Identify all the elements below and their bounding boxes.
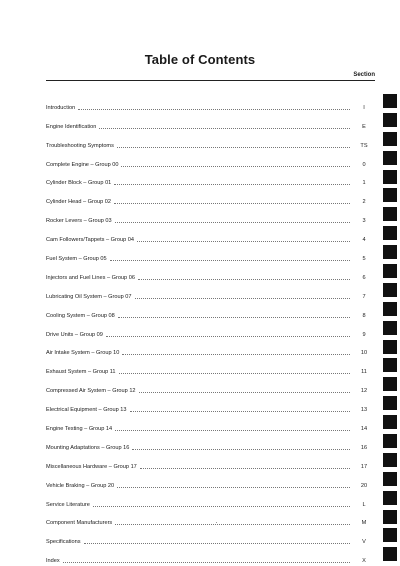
toc-entry[interactable]	[46, 300, 375, 319]
dot-leader	[130, 411, 350, 412]
section-thumb-tab[interactable]	[383, 340, 397, 354]
toc-entry[interactable]	[46, 224, 375, 243]
toc-entry[interactable]	[46, 130, 375, 149]
section-thumb-tab[interactable]	[383, 321, 397, 335]
dot-leader	[114, 203, 350, 204]
toc-entry-label: Index	[46, 558, 60, 565]
toc-entry-label: Electrical Equipment – Group 13	[46, 407, 127, 414]
toc-entry-section-code: E	[362, 123, 366, 130]
toc-entry-label: Rocker Levers – Group 03	[46, 218, 112, 225]
toc-entry-section-code: 1	[362, 180, 366, 187]
toc-entry-section-code: 10	[360, 350, 368, 357]
dot-leader	[84, 543, 350, 544]
section-thumb-tab[interactable]	[383, 226, 397, 240]
toc-entry[interactable]	[46, 545, 375, 564]
toc-entry-section-code: 20	[360, 482, 368, 489]
dot-leader	[99, 128, 350, 129]
toc-entry[interactable]	[46, 356, 375, 375]
section-thumb-tab[interactable]	[383, 415, 397, 429]
toc-entry-section-code: 3	[362, 218, 366, 225]
toc-entry-section-code: 6	[362, 274, 366, 281]
section-thumb-tab[interactable]	[383, 453, 397, 467]
section-thumb-tab[interactable]	[383, 207, 397, 221]
toc-entry-label: Vehicle Braking – Group 20	[46, 482, 115, 489]
dot-leader	[63, 562, 350, 563]
toc-entry[interactable]	[46, 432, 375, 451]
dot-leader	[114, 184, 350, 185]
toc-entry-section-code: 2	[362, 199, 366, 206]
toc-entry[interactable]	[46, 394, 375, 413]
section-thumb-tab[interactable]	[383, 491, 397, 505]
section-thumb-tab[interactable]	[383, 377, 397, 391]
section-thumb-tab[interactable]	[383, 283, 397, 297]
toc-entry-label: Introduction	[46, 104, 76, 111]
dot-leader	[118, 317, 350, 318]
dot-leader	[115, 222, 350, 223]
toc-entry[interactable]	[46, 413, 375, 432]
toc-entry-section-code: 8	[362, 312, 366, 319]
toc-entry-label: Mounting Adaptations – Group 16	[46, 444, 130, 451]
toc-entry-label: Injectors and Fuel Lines – Group 06	[46, 274, 135, 281]
toc-entry-section-code: V	[362, 539, 366, 546]
toc-entry-section-code: 9	[362, 331, 366, 338]
toc-entry-label: Cylinder Head – Group 02	[46, 199, 111, 206]
dot-leader	[119, 373, 350, 374]
toc-entry-label: Miscellaneous Hardware – Group 17	[46, 463, 137, 470]
toc-entry-section-code: TS	[360, 142, 368, 149]
section-thumb-tab[interactable]	[383, 510, 397, 524]
toc-entry[interactable]	[46, 243, 375, 262]
section-thumb-tab[interactable]	[383, 170, 397, 184]
dot-leader	[93, 506, 350, 507]
toc-entry-label: Drive Units – Group 09	[46, 331, 103, 338]
page-title: Table of Contents	[144, 52, 256, 67]
section-thumb-tab[interactable]	[383, 151, 397, 165]
toc-entry[interactable]	[46, 168, 375, 187]
section-tab-strip	[383, 94, 397, 566]
dot-leader	[122, 354, 350, 355]
dot-leader	[139, 392, 350, 393]
toc-entry-label: Engine Identification	[46, 123, 97, 130]
section-thumb-tab[interactable]	[383, 245, 397, 259]
section-thumb-tab[interactable]	[383, 94, 397, 108]
toc-entry[interactable]	[46, 149, 375, 168]
dot-leader	[117, 487, 350, 488]
toc-list	[46, 92, 375, 564]
dot-leader	[115, 430, 350, 431]
dot-leader	[137, 241, 350, 242]
toc-entry-section-code: M	[361, 520, 367, 527]
toc-entry-label: Complete Engine – Group 00	[46, 161, 119, 168]
toc-entry[interactable]	[46, 186, 375, 205]
toc-entry-section-code: 14	[360, 426, 368, 433]
toc-entry-label: Cooling System – Group 08	[46, 312, 115, 319]
section-thumb-tab[interactable]	[383, 472, 397, 486]
toc-entry-section-code: 5	[362, 256, 366, 263]
dot-leader	[121, 166, 350, 167]
toc-entry[interactable]	[46, 262, 375, 281]
toc-entry-label: Cylinder Block – Group 01	[46, 180, 112, 187]
toc-entry[interactable]	[46, 489, 375, 508]
section-thumb-tab[interactable]	[383, 547, 397, 561]
toc-entry[interactable]	[46, 205, 375, 224]
section-column-header: Section	[46, 72, 375, 81]
toc-entry[interactable]	[46, 111, 375, 130]
toc-entry-section-code: 13	[360, 407, 368, 414]
toc-entry-section-code: I	[363, 104, 365, 111]
dot-leader	[140, 468, 350, 469]
toc-entry-section-code: X	[362, 558, 366, 565]
toc-entry-label: Compressed Air System – Group 12	[46, 388, 136, 395]
dot-leader	[117, 147, 350, 148]
toc-entry-label: Engine Testing – Group 14	[46, 426, 113, 433]
toc-entry-label: Troubleshooting Symptoms	[46, 142, 114, 149]
toc-entry-section-code: 11	[361, 369, 367, 376]
dot-leader	[106, 336, 350, 337]
toc-entry-section-code: 12	[360, 388, 368, 395]
toc-entry[interactable]	[46, 526, 375, 545]
dot-leader	[110, 260, 350, 261]
toc-entry[interactable]	[46, 319, 375, 338]
section-thumb-tab[interactable]	[383, 358, 397, 372]
dot-leader	[138, 279, 350, 280]
dot-leader	[78, 109, 350, 110]
toc-entry-section-code: L	[362, 501, 366, 508]
toc-entry-section-code: 4	[362, 237, 366, 244]
section-thumb-tab[interactable]	[383, 434, 397, 448]
toc-entry-section-code: 7	[362, 293, 366, 300]
toc-entry-label: Specifications	[46, 539, 81, 546]
section-thumb-tab[interactable]	[383, 264, 397, 278]
section-thumb-tab[interactable]	[383, 113, 397, 127]
section-thumb-tab[interactable]	[383, 188, 397, 202]
toc-entry[interactable]	[46, 508, 375, 527]
toc-entry[interactable]	[46, 375, 375, 394]
toc-entry-section-code: 0	[362, 161, 366, 168]
toc-entry[interactable]	[46, 281, 375, 300]
dot-leader	[132, 449, 350, 450]
toc-entry[interactable]	[46, 92, 375, 111]
toc-entry-label: Air Intake System – Group 10	[46, 350, 120, 357]
toc-entry-label: Component Manufacturers	[46, 520, 113, 527]
toc-entry-section-code: 17	[360, 463, 368, 470]
page-speck	[216, 522, 217, 523]
toc-entry-label: Cam Followers/Tappets – Group 04	[46, 237, 134, 244]
section-thumb-tab[interactable]	[383, 302, 397, 316]
toc-entry[interactable]	[46, 470, 375, 489]
dot-leader	[115, 524, 350, 525]
dot-leader	[135, 298, 350, 299]
toc-entry-label: Service Literature	[46, 501, 90, 508]
section-thumb-tab[interactable]	[383, 132, 397, 146]
toc-entry-section-code: 16	[360, 444, 368, 451]
toc-entry-label: Fuel System – Group 05	[46, 256, 107, 263]
toc-entry[interactable]	[46, 451, 375, 470]
toc-entry-label: Lubricating Oil System – Group 07	[46, 293, 132, 300]
section-thumb-tab[interactable]	[383, 396, 397, 410]
toc-entry-label: Exhaust System – Group 11	[46, 369, 116, 376]
section-thumb-tab[interactable]	[383, 528, 397, 542]
toc-entry[interactable]	[46, 338, 375, 357]
